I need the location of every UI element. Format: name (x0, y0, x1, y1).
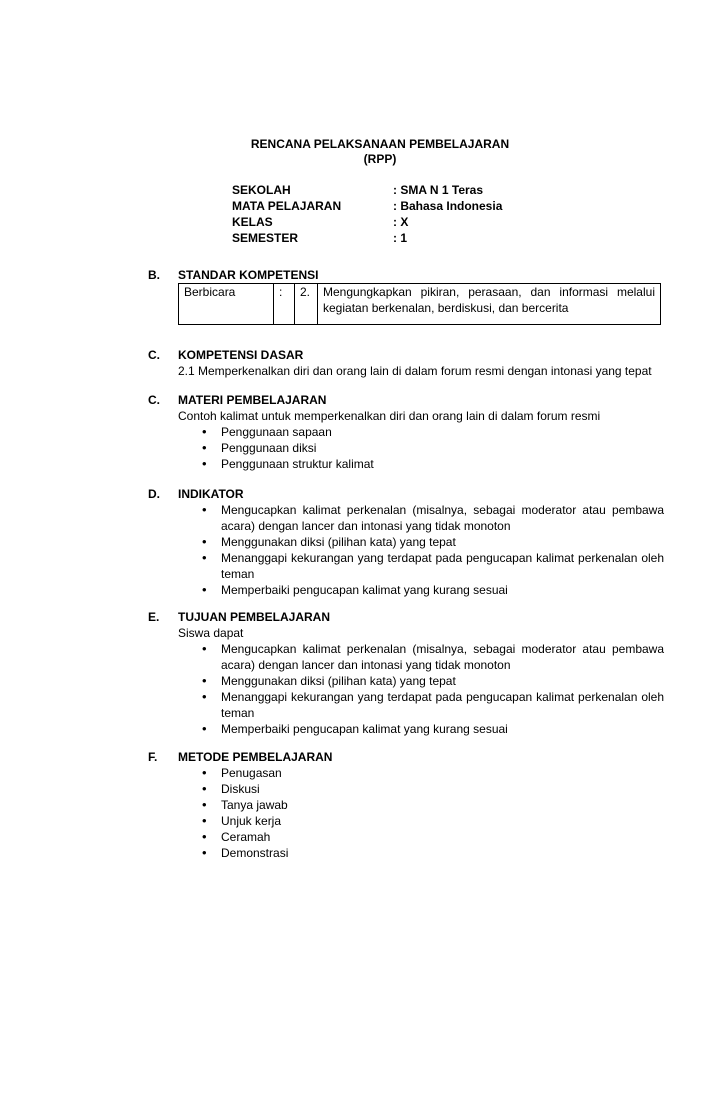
list-item: • Unjuk kerja (202, 813, 664, 829)
info-key: SEMESTER (232, 231, 299, 245)
list-item: • Demonstrasi (202, 845, 664, 861)
section-materi-pembelajaran (148, 392, 664, 472)
list-item: • Menanggapi kekurangan yang terdapat pada pengucapan kalimat perkenalan oleh teman (202, 550, 664, 582)
info-key: KELAS (232, 215, 273, 229)
section-heading (148, 609, 664, 625)
section-metode-pembelajaran (148, 749, 664, 861)
list-item: • Menggunakan diksi (pilihan kata) yang tepat (202, 534, 664, 550)
section-text: 2.1 Memperkenalkan diri dan orang lain di dalam forum resmi dengan intonasi yang tepat (178, 364, 652, 378)
section-title: TUJUAN PEMBELAJARAN (178, 610, 331, 624)
info-row (232, 198, 502, 214)
info-row (232, 214, 502, 230)
info-value: : 1 (393, 231, 408, 245)
section-title: INDIKATOR (178, 487, 244, 501)
competency-table (178, 283, 661, 325)
info-row (232, 230, 502, 246)
info-key: MATA PELAJARAN (232, 199, 342, 213)
section-title: STANDAR KOMPETENSI (178, 268, 319, 282)
bullet-list (148, 765, 664, 861)
section-heading (148, 486, 664, 502)
section-letter: D. (148, 487, 160, 501)
list-item: • Menanggapi kekurangan yang terdapat pada pengucapan kalimat perkenalan oleh teman (202, 689, 664, 721)
list-item: • Penggunaan diksi (202, 440, 664, 456)
table-row (179, 284, 661, 325)
section-letter: C. (148, 348, 160, 362)
list-item: • Memperbaiki pengucapan kalimat yang kurang sesuai (202, 582, 664, 598)
section-heading (148, 267, 664, 283)
section-heading (148, 347, 664, 363)
info-value: : SMA N 1 Teras (393, 183, 484, 197)
section-heading (148, 392, 664, 408)
section-title: METODE PEMBELAJARAN (178, 750, 333, 764)
document-subtitle: (RPP) (363, 152, 397, 166)
competency-text-cell: Mengungkapkan pikiran, perasaan, dan informasi melalui kegiatan berkenalan, berdiskusi, dan bercerita (318, 284, 661, 325)
list-item: • Tanya jawab (202, 797, 664, 813)
list-item: • Mengucapkan kalimat perkenalan (misalnya, sebagai moderator atau pembawa acara) dengan lancer dan intonasi yang tidak monoton (202, 502, 664, 534)
section-letter: F. (148, 750, 158, 764)
section-title: KOMPETENSI DASAR (178, 348, 304, 362)
section-tujuan-pembelajaran (148, 609, 664, 737)
list-item: • Penggunaan sapaan (202, 424, 664, 440)
bullet-list (148, 641, 664, 737)
list-item: • Diskusi (202, 781, 664, 797)
section-kompetensi-dasar (148, 347, 664, 379)
list-item: • Memperbaiki pengucapan kalimat yang kurang sesuai (202, 721, 664, 737)
identity-block (232, 182, 502, 246)
info-key: SEKOLAH (232, 183, 291, 197)
list-item: • Penggunaan struktur kalimat (202, 456, 664, 472)
section-indikator (148, 486, 664, 598)
section-letter: C. (148, 393, 160, 407)
section-heading (148, 749, 664, 765)
section-standar-kompetensi (148, 267, 664, 325)
section-letter: E. (148, 610, 160, 624)
colon-cell: : (274, 284, 295, 325)
section-intro: Siswa dapat (178, 626, 244, 640)
list-item: • Penugasan (202, 765, 664, 781)
skill-cell: Berbicara (179, 284, 274, 325)
list-item: • Ceramah (202, 829, 664, 845)
section-title: MATERI PEMBELAJARAN (178, 393, 327, 407)
document-title: RENCANA PELAKSANAAN PEMBELAJARAN (250, 137, 510, 151)
bullet-list (148, 502, 664, 598)
bullet-list (148, 424, 664, 472)
section-letter: B. (148, 268, 160, 282)
list-item: • Menggunakan diksi (pilihan kata) yang tepat (202, 673, 664, 689)
info-value: : Bahasa Indonesia (393, 199, 503, 213)
info-value: : X (393, 215, 409, 229)
info-row (232, 182, 502, 198)
section-intro: Contoh kalimat untuk memperkenalkan diri dan orang lain di dalam forum resmi (178, 409, 601, 423)
list-item: • Mengucapkan kalimat perkenalan (misalnya, sebagai moderator atau pembawa acara) dengan lancer dan intonasi yang tidak monoton (202, 641, 664, 673)
number-cell: 2. (295, 284, 318, 325)
